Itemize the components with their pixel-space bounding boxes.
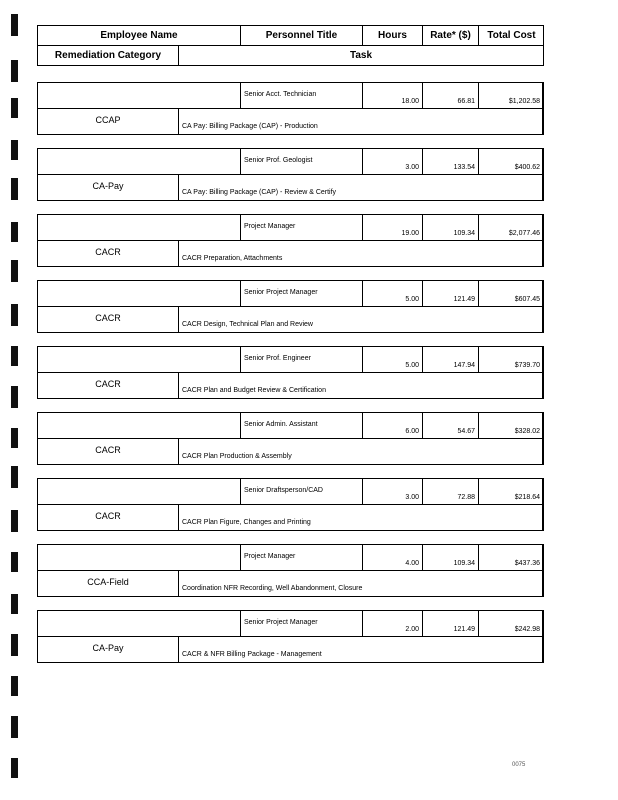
binding-mark xyxy=(11,222,18,242)
personnel-title-cell: Project Manager xyxy=(240,215,362,240)
record xyxy=(37,346,544,399)
rate-cell: 121.49 xyxy=(422,281,478,306)
remediation-category-cell: CA-Pay xyxy=(92,643,124,653)
header-employee-name: Employee Name xyxy=(100,30,178,41)
binding-mark xyxy=(11,428,18,448)
record xyxy=(37,82,544,135)
binding-mark xyxy=(11,260,18,282)
record-bottom-row xyxy=(37,570,544,597)
record-top-row xyxy=(37,280,544,307)
record xyxy=(37,610,544,663)
personnel-title-cell: Senior Project Manager xyxy=(240,611,362,636)
record xyxy=(37,412,544,465)
personnel-title-cell: Senior Admin. Assistant xyxy=(240,413,362,438)
binding-mark xyxy=(11,466,18,488)
personnel-title-cell: Project Manager xyxy=(240,545,362,570)
record xyxy=(37,214,544,267)
binding-mark xyxy=(11,634,18,656)
record-bottom-row xyxy=(37,240,544,267)
binding-mark xyxy=(11,140,18,160)
record-bottom-row xyxy=(37,174,544,201)
total-cost-cell: $739.70 xyxy=(478,347,543,372)
binding-mark xyxy=(11,14,18,36)
record-top-row xyxy=(37,82,544,109)
binding-mark xyxy=(11,98,18,118)
total-cost-cell: $2,077.46 xyxy=(478,215,543,240)
header-row-2 xyxy=(37,45,544,66)
personnel-title-cell: Senior Project Manager xyxy=(240,281,362,306)
rate-cell: 109.34 xyxy=(422,545,478,570)
record-top-row xyxy=(37,346,544,373)
rate-cell: 72.88 xyxy=(422,479,478,504)
personnel-title-cell: Senior Prof. Engineer xyxy=(240,347,362,372)
rate-cell: 133.54 xyxy=(422,149,478,174)
task-cell: CACR Design, Technical Plan and Review xyxy=(178,307,542,332)
task-cell: Coordination NFR Recording, Well Abandonment, Closure xyxy=(178,571,542,596)
binding-mark xyxy=(11,386,18,408)
page-number: 0075 xyxy=(512,762,526,768)
binding-mark xyxy=(11,60,18,82)
record xyxy=(37,478,544,531)
task-cell: CA Pay: Billing Package (CAP) - Review & Certify xyxy=(178,175,542,200)
header-task: Task xyxy=(178,46,543,65)
record xyxy=(37,544,544,597)
total-cost-cell: $242.98 xyxy=(478,611,543,636)
hours-cell: 3.00 xyxy=(362,479,422,504)
header-total-cost: Total Cost xyxy=(478,26,544,45)
remediation-category-cell: CACR xyxy=(95,511,121,521)
remediation-category-cell: CACR xyxy=(95,247,121,257)
record-top-row xyxy=(37,412,544,439)
remediation-category-cell: CACR xyxy=(95,313,121,323)
total-cost-cell: $1,202.58 xyxy=(478,83,543,108)
record xyxy=(37,148,544,201)
record-top-row xyxy=(37,148,544,175)
total-cost-cell: $328.02 xyxy=(478,413,543,438)
record-bottom-row xyxy=(37,438,544,465)
binding-mark xyxy=(11,346,18,366)
record-top-row xyxy=(37,214,544,241)
task-cell: CA Pay: Billing Package (CAP) - Production xyxy=(178,109,542,134)
header-personnel-title: Personnel Title xyxy=(240,26,362,45)
header-hours: Hours xyxy=(362,26,422,45)
hours-cell: 5.00 xyxy=(362,281,422,306)
total-cost-cell: $400.62 xyxy=(478,149,543,174)
task-cell: CACR Plan Figure, Changes and Printing xyxy=(178,505,542,530)
task-cell: CACR Plan and Budget Review & Certification xyxy=(178,373,542,398)
remediation-category-cell: CACR xyxy=(95,379,121,389)
total-cost-cell: $607.45 xyxy=(478,281,543,306)
record xyxy=(37,280,544,333)
binding-mark xyxy=(11,552,18,572)
record-bottom-row xyxy=(37,504,544,531)
hours-cell: 6.00 xyxy=(362,413,422,438)
record-bottom-row xyxy=(37,636,544,663)
binding-mark xyxy=(11,510,18,532)
binding-mark xyxy=(11,304,18,326)
rate-cell: 121.49 xyxy=(422,611,478,636)
hours-cell: 19.00 xyxy=(362,215,422,240)
total-cost-cell: $437.36 xyxy=(478,545,543,570)
binding-mark xyxy=(11,676,18,696)
remediation-category-cell: CACR xyxy=(95,445,121,455)
record-bottom-row xyxy=(37,306,544,333)
record-bottom-row xyxy=(37,372,544,399)
header-row-1 xyxy=(37,25,544,46)
record-top-row xyxy=(37,544,544,571)
rate-cell: 54.67 xyxy=(422,413,478,438)
hours-cell: 18.00 xyxy=(362,83,422,108)
binding-mark xyxy=(11,758,18,778)
hours-cell: 2.00 xyxy=(362,611,422,636)
rate-cell: 66.81 xyxy=(422,83,478,108)
task-cell: CACR Preparation, Attachments xyxy=(178,241,542,266)
task-cell: CACR & NFR Billing Package - Management xyxy=(178,637,542,662)
remediation-category-cell: CCAP xyxy=(95,115,121,125)
total-cost-cell: $218.64 xyxy=(478,479,543,504)
personnel-title-cell: Senior Acct. Technician xyxy=(240,83,362,108)
personnel-title-cell: Senior Prof. Geologist xyxy=(240,149,362,174)
remediation-category-cell: CA-Pay xyxy=(92,181,124,191)
hours-cell: 5.00 xyxy=(362,347,422,372)
binding-mark xyxy=(11,178,18,200)
binding-mark xyxy=(11,716,18,738)
header-remediation-category: Remediation Category xyxy=(54,50,162,61)
header-rate: Rate* ($) xyxy=(422,26,478,45)
record-bottom-row xyxy=(37,108,544,135)
hours-cell: 3.00 xyxy=(362,149,422,174)
personnel-title-cell: Senior Draftsperson/CAD xyxy=(240,479,362,504)
remediation-category-cell: CCA-Field xyxy=(87,577,129,587)
record-top-row xyxy=(37,478,544,505)
rate-cell: 147.94 xyxy=(422,347,478,372)
rate-cell: 109.34 xyxy=(422,215,478,240)
task-cell: CACR Plan Production & Assembly xyxy=(178,439,542,464)
hours-cell: 4.00 xyxy=(362,545,422,570)
record-top-row xyxy=(37,610,544,637)
binding-mark xyxy=(11,594,18,614)
